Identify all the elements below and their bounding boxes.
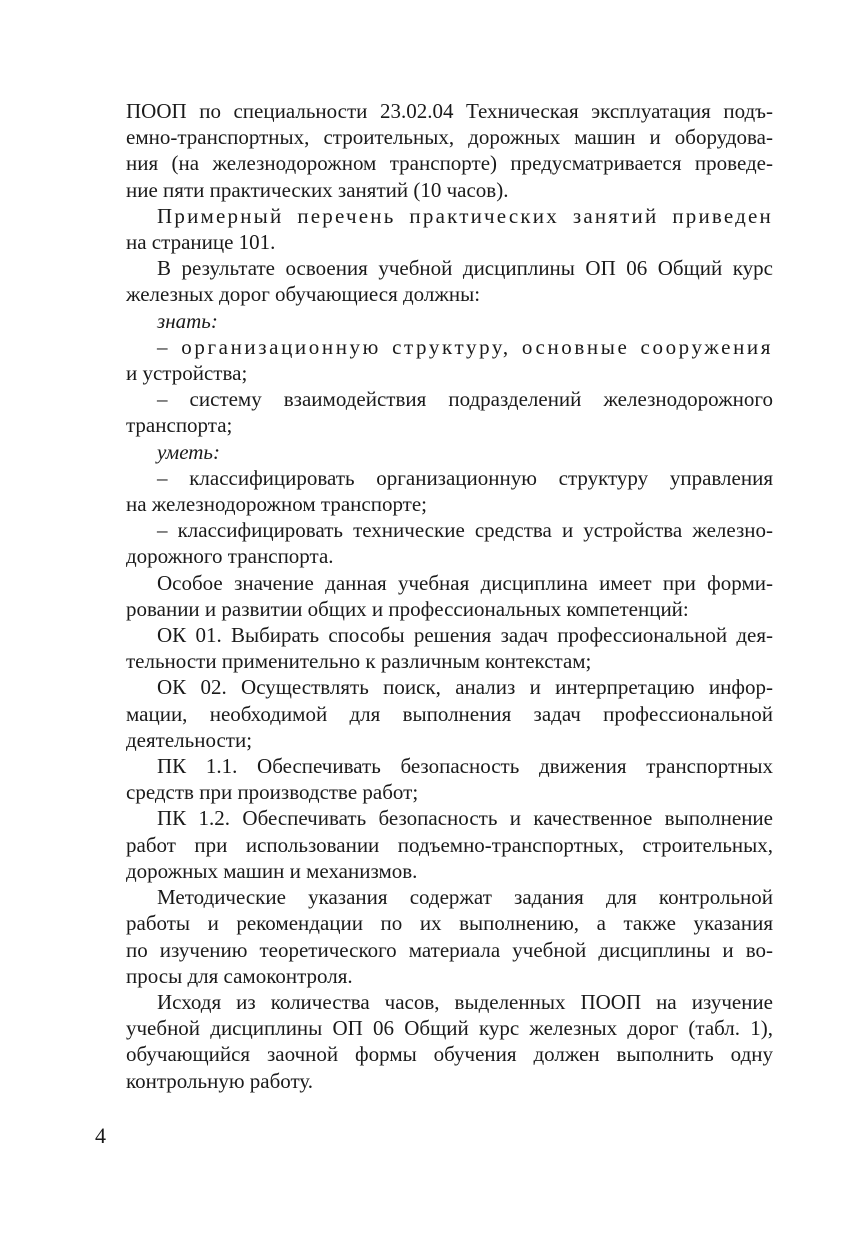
text-line: знать: [157,308,218,333]
paragraph-poop-intro [95,98,773,203]
paragraph-learning-outcomes [95,255,773,307]
text-line: – классифицировать технические средства и устройства железно- [157,518,773,543]
text-line: ПК 1.1. Обеспечивать безопасность движения транспортных [157,754,773,779]
text-line: Методические указания содержат задания для контрольной [157,885,773,910]
paragraph-control-work [95,989,773,1094]
competency-pk12 [95,805,773,884]
text-line: транспорта; [126,413,233,438]
text-line: Особое значение данная учебная дисциплина имеет при форми- [157,570,773,595]
text-line: на странице 101. [126,230,276,255]
text-line: дорожного транспорта. [126,544,334,569]
text-line: деятельности; [126,727,253,752]
text-line: учебной дисциплины ОП 06 Общий курс железных дорог (табл. 1), [126,1016,773,1041]
text-line: ровании и развитии общих и профессиональных компетенций: [126,596,689,621]
list-item-able-1 [95,465,773,517]
list-item-know-2 [95,386,773,438]
text-line: на железнодорожном транспорте; [126,492,428,517]
text-line: ПООП по специальности 23.02.04 Техническая эксплуатация подъ- [126,99,773,123]
text-line: работы и рекомендации по их выполнению, а также указания [126,911,773,936]
text-line: ния (на железнодорожном транспорте) предусматривается проведе- [126,151,773,176]
text-line: мации, необходимой для выполнения задач профессиональной [126,701,773,726]
text-line: по изучению теоретического материала учебной дисциплины и во- [126,937,773,962]
text-line: уметь: [157,439,220,464]
page-body [95,98,773,1094]
text-line: дорожных машин и механизмов. [126,858,418,883]
text-line: обучающийся заочной формы обучения должен выполнить одну [126,1042,773,1067]
competency-ok02 [95,674,773,753]
heading-know [95,308,773,334]
paragraph-guidelines [95,884,773,989]
paragraph-practice-list [95,203,773,255]
text-line: Примерный перечень практических занятий приведен [157,203,773,228]
text-line: работ при использовании подъемно-транспортных, строительных, [126,832,773,857]
paragraph-competencies [95,570,773,622]
text-line: просы для самоконтроля. [126,963,353,988]
text-line: тельности применительно к различным контекстам; [126,649,592,674]
text-line: ОК 02. Осуществлять поиск, анализ и интерпретацию инфор- [157,675,773,700]
text-line: В результате освоения учебной дисциплины ОП 06 Общий курс [157,256,773,281]
text-line: контрольную работу. [126,1068,314,1093]
text-line: средств при производстве работ; [126,780,419,805]
text-line: и устройства; [126,361,248,386]
text-line: железных дорог обучающиеся должны: [126,282,481,307]
list-item-able-2 [95,517,773,569]
text-line: – классифицировать организационную структуру управления [157,465,773,490]
text-line: емно-транспортных, строительных, дорожных машин и оборудова- [126,125,773,150]
text-line: ОК 01. Выбирать способы решения задач профессиональной дея- [157,623,773,648]
competency-ok01 [95,622,773,674]
heading-be-able [95,439,773,465]
text-line: ние пяти практических занятий (10 часов). [126,177,509,202]
text-line: Исходя из количества часов, выделенных ПООП на изучение [157,989,773,1014]
competency-pk11 [95,753,773,805]
page-number: 4 [95,1123,106,1148]
text-line: – организационную структуру, основные сооружения [157,334,773,359]
text-line: – систему взаимодействия подразделений железнодорожного [157,387,773,412]
text-line: ПК 1.2. Обеспечивать безопасность и качественное выполнение [157,806,773,831]
list-item-know-1 [95,334,773,386]
